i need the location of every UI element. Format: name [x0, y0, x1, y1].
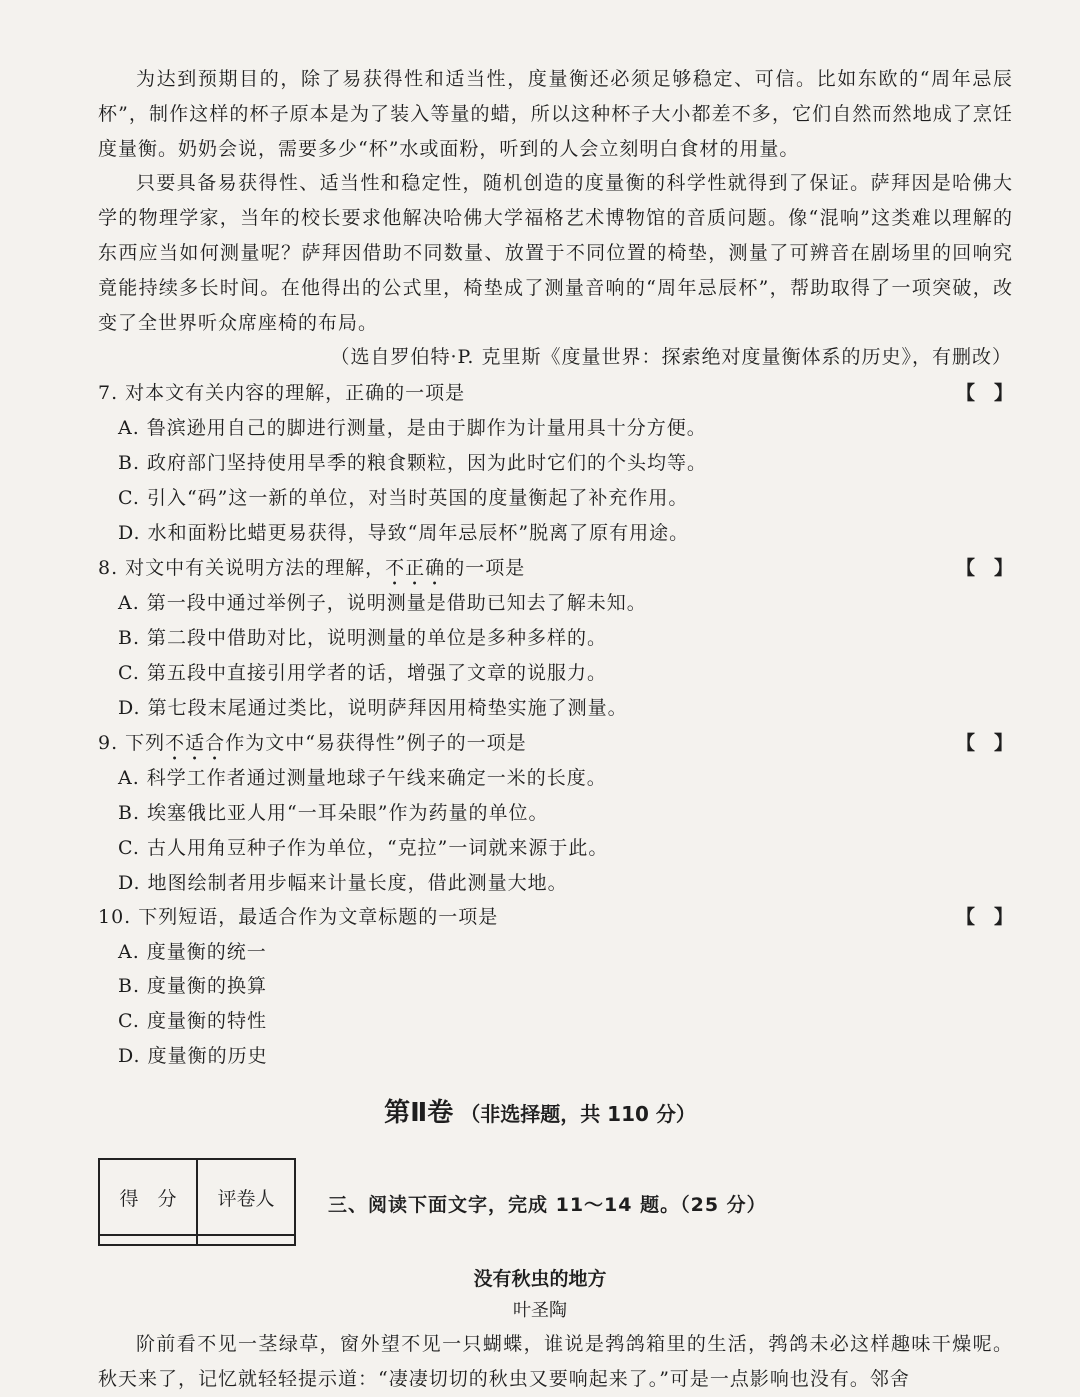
option-c: C. 第五段中直接引用学者的话，增强了文章的说服力。: [118, 662, 607, 684]
question-stem: 10. 下列短语，最适合作为文章标题的一项是: [98, 906, 499, 928]
option-c: C. 古人用角豆种子作为单位，“克拉”一词就来源于此。: [118, 837, 609, 859]
option-c: C. 引入“码”这一新的单位，对当时英国的度量衡起了补充作用。: [118, 487, 689, 509]
article-author: 叶圣陶: [513, 1300, 567, 1321]
section-heading: [0, 1092, 1080, 1129]
option-d: D. 地图绘制者用步幅来计量长度，借此测量大地。: [118, 872, 568, 894]
answer-bracket[interactable]: 【 】: [955, 557, 1013, 579]
option-a: A. 鲁滨逊用自己的脚进行测量，是由于脚作为计量用具十分方便。: [118, 417, 707, 439]
section-title: 第Ⅱ卷: [384, 1098, 454, 1128]
option-a: A. 度量衡的统一: [118, 941, 267, 963]
score-table: [98, 1158, 296, 1246]
option-d: D. 水和面粉比蜡更易获得，导致“周年忌辰杯”脱离了原有用途。: [118, 522, 690, 544]
option-b: B. 政府部门坚持使用旱季的粮食颗粒，因为此时它们的个头均等。: [118, 452, 708, 474]
option-d: D. 第七段末尾通过类比，说明萨拜因用椅垫实施了测量。: [118, 697, 628, 719]
option-c: C. 度量衡的特性: [118, 1010, 267, 1032]
question-stem-end: 作为文中“易获得性”例子的一项是: [225, 732, 527, 754]
option-d: D. 度量衡的历史: [118, 1045, 268, 1067]
question-stem: 8. 对文中有关说明方法的理解，: [98, 557, 386, 579]
question-10: [98, 902, 1013, 932]
answer-bracket[interactable]: 【 】: [955, 732, 1013, 754]
article-title: 没有秋虫的地方: [473, 1268, 607, 1290]
section-subtitle: （非选择题，共 110 分）: [460, 1102, 696, 1126]
question-8: [98, 553, 1013, 583]
passage-source: （选自罗伯特·P. 克里斯《度量世界：探索绝对度量衡体系的历史》，有删改）: [330, 346, 1012, 368]
article-paragraph: 阶前看不见一茎绿草，窗外望不见一只蝴蝶，谁说是鹁鸽箱里的生活，鹁鸽未必这样趣味干燥呢。秋天来了，记忆就轻轻提示道：“凄凄切切的秋虫又要响起来了。”可是一点影响也没有。邻舍: [98, 1333, 1013, 1390]
passage-paragraph: 为达到预期目的，除了易获得性和适当性，度量衡还必须足够稳定、可信。比如东欧的“周年忌辰杯”，制作这样的杯子原本是为了装入等量的蜡，所以这种杯子大小都差不多，它们自然而然地成了烹饪度量衡。奶奶会说，需要多少“杯”水或面粉，听到的人会立刻明白食材的用量。: [98, 68, 1013, 160]
score-header: 得 分: [99, 1159, 197, 1235]
question-9: [98, 728, 1013, 758]
grader-cell[interactable]: [197, 1235, 295, 1245]
question-stem-end: 的一项是: [445, 557, 526, 579]
answer-bracket[interactable]: 【 】: [955, 382, 1013, 404]
option-a: A. 第一段中通过举例子，说明测量是借助已知去了解未知。: [118, 592, 647, 614]
option-b: B. 第二段中借助对比，说明测量的单位是多种多样的。: [118, 627, 608, 649]
question-stem: 9. 下列: [98, 732, 166, 754]
grader-header: 评卷人: [197, 1159, 295, 1235]
option-a: A. 科学工作者通过测量地球子午线来确定一米的长度。: [118, 767, 607, 789]
score-cell[interactable]: [99, 1235, 197, 1245]
emphasis-text: 不正确: [385, 557, 446, 579]
part3-instruction: 三、阅读下面文字，完成 11～14 题。（25 分）: [328, 1194, 767, 1216]
passage-paragraph: 只要具备易获得性、适当性和稳定性，随机创造的度量衡的科学性就得到了保证。萨拜因是哈佛大学的物理学家，当年的校长要求他解决哈佛大学福格艺术博物馆的音质问题。像“混响”这类难以理解的东西应当如何测量呢？萨拜因借助不同数量、放置于不同位置的椅垫，测量了可辨音在剧场里的回响究竟能持续多长时间。在他得出的公式里，椅垫成了测量音响的“周年忌辰杯”，帮助取得了一项突破，改变了全世界听众席座椅的布局。: [98, 172, 1013, 334]
question-7: [98, 378, 1013, 408]
emphasis-text: 不适合: [165, 732, 226, 754]
option-b: B. 度量衡的换算: [118, 975, 268, 997]
answer-bracket[interactable]: 【 】: [955, 906, 1013, 928]
question-stem: 7. 对本文有关内容的理解，正确的一项是: [98, 382, 466, 404]
option-b: B. 埃塞俄比亚人用“一耳朵眼”作为药量的单位。: [118, 802, 549, 824]
